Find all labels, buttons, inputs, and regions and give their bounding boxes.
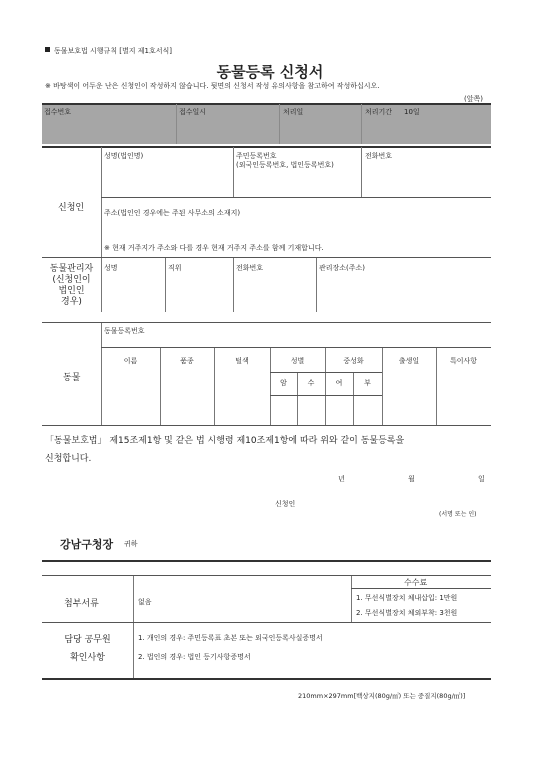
rule	[42, 103, 491, 105]
declaration-text: 「동물보호법」 제15조제1항 및 같은 법 시행령 제10조제1항에 따라 위와 같이 동물등록을	[45, 436, 405, 446]
square-bullet-icon	[45, 47, 50, 52]
divider	[101, 147, 102, 257]
admin-bar	[42, 104, 491, 144]
rule	[42, 257, 491, 258]
sex-male: 수	[307, 379, 315, 387]
applicant-address-label: 주소(법인인 경우에는 주된 사무소의 소재지)	[104, 209, 241, 217]
process-period-label: 처리기간	[365, 108, 393, 116]
divider	[233, 258, 234, 312]
verification-label-line: 담당 공무원	[64, 635, 111, 645]
sex-female: 암	[280, 379, 287, 387]
attachments-label: 첨부서류	[64, 599, 99, 609]
column-neutered: 중성화	[343, 357, 364, 365]
divider	[279, 104, 280, 144]
divider	[316, 258, 317, 312]
divider	[176, 104, 177, 144]
fee-item-1: 1. 무선식별장치 체내삽입: 1만원	[356, 594, 458, 602]
process-period-value: 10일	[404, 108, 420, 116]
divider	[165, 258, 166, 312]
column-sex: 성별	[290, 357, 305, 365]
rule	[270, 395, 382, 396]
rule	[42, 575, 491, 576]
date-month: 월	[408, 475, 415, 483]
manager-label-line: 법인인	[58, 286, 85, 296]
applicant-phone-label: 전화번호	[365, 152, 393, 160]
animal-section-label: 동물	[63, 373, 81, 383]
manager-location-label: 관리장소(주소)	[319, 264, 366, 272]
rule	[42, 146, 491, 148]
column-special: 특이사항	[449, 357, 478, 365]
manager-label-line: 경우)	[61, 297, 82, 307]
date-year: 년	[338, 475, 345, 483]
form-reference-text: 동물보호법 시행규칙 [별지 제1호서식]	[54, 47, 173, 55]
divider	[133, 576, 134, 622]
manager-label-line: (신청인이	[52, 275, 91, 285]
paper-spec: 210mm×297mm[백상지(80g/㎡) 또는 중질지(80g/㎡)]	[298, 692, 466, 700]
manager-section-label	[42, 264, 101, 308]
manager-phone-label: 전화번호	[236, 264, 264, 272]
applicant-id-sublabel: (외국인등록번호, 법인등록번호)	[236, 161, 334, 169]
sign-or-seal: (서명 또는 인)	[439, 511, 477, 518]
form-reference	[45, 46, 172, 56]
fee-item-2: 2. 무선식별장치 체외부착: 3천원	[356, 609, 458, 617]
applicant-id-label: 주민등록번호	[236, 152, 277, 160]
page-title: 동물등록 신청서	[216, 63, 324, 81]
verification-label-line: 확인사항	[70, 653, 105, 663]
page-side: (앞쪽)	[464, 95, 483, 103]
form-notice: ※ 바탕색이 어두운 난은 신청인이 작성하지 않습니다. 뒷면의 신청서 작성 유의사항을 참고하여 작성하십시오.	[45, 82, 380, 90]
declaration-text-cont: 신청합니다.	[45, 454, 92, 464]
rule	[351, 588, 491, 589]
verification-item-1: 1. 개인의 경우: 주민등록표 초본 또는 외국인등록사실증명서	[138, 634, 323, 642]
addressee-office: 강남구청장	[60, 538, 114, 551]
divider	[361, 104, 362, 144]
divider	[101, 323, 102, 425]
applicant-address-note: ※ 현재 거주지가 주소와 다를 경우 현재 거주지 주소를 함께 기재합니다.	[104, 244, 324, 252]
manager-name-label: 성명	[104, 264, 118, 272]
rule	[42, 425, 491, 426]
rule	[42, 678, 491, 680]
rule	[101, 197, 491, 198]
neutered-no: 부	[364, 379, 371, 387]
applicant-section-label: 신청인	[58, 203, 85, 213]
divider	[233, 147, 234, 197]
divider	[351, 576, 352, 622]
divider	[361, 147, 362, 197]
column-color: 털색	[235, 357, 249, 365]
addressee-suffix: 귀하	[124, 540, 138, 548]
column-name: 이름	[123, 357, 138, 365]
process-date-label: 처리일	[283, 108, 304, 116]
rule	[270, 372, 382, 373]
receipt-number-label: 접수번호	[44, 108, 72, 116]
attachments-value: 없음	[138, 598, 152, 606]
applicant-sign-label: 신청인	[275, 500, 296, 508]
rule	[42, 560, 491, 562]
divider	[101, 258, 102, 312]
manager-label-line: 동물관리자	[49, 264, 94, 274]
neutered-yes: 여	[335, 379, 343, 387]
receipt-date-label: 접수일시	[179, 108, 207, 116]
rule	[42, 622, 491, 623]
applicant-name-label: 성명(법인명)	[104, 152, 144, 160]
verification-label	[42, 631, 133, 667]
animal-reg-number-label: 동물등록번호	[104, 327, 145, 335]
date-day: 일	[478, 475, 485, 483]
column-breed: 품종	[180, 357, 194, 365]
column-birth: 출생일	[398, 357, 420, 365]
divider	[133, 623, 134, 678]
fee-label: 수수료	[404, 578, 428, 587]
verification-item-2: 2. 법인의 경우: 법인 등기사항증명서	[138, 653, 251, 661]
manager-position-label: 직위	[168, 264, 182, 272]
rule	[42, 322, 491, 323]
